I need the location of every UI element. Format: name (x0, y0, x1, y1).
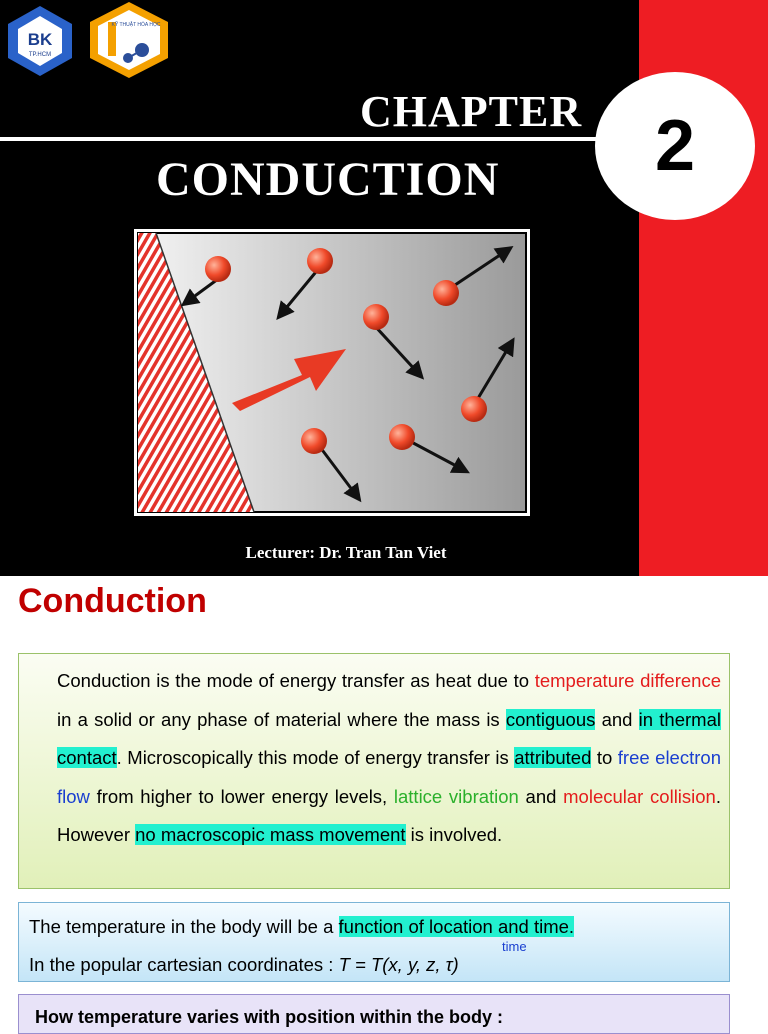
definition-paragraph (57, 662, 721, 855)
bk-logo-subtext: TP.HCM (28, 52, 52, 58)
chemical-engineering-logo-icon (84, 0, 174, 80)
variation-heading: How temperature varies with position within the body : (35, 1007, 504, 1027)
highlight-contiguous: contiguous (505, 708, 596, 730)
text-run: . Microscopically this mode of energy transfer is (116, 747, 515, 768)
text-run: In the popular cartesian coordinates : (29, 954, 339, 975)
temperature-equation: T = T(x, y, z, τ) (338, 954, 459, 975)
chapter-number: 2 (654, 106, 696, 186)
text-run: The temperature in the body will be a (29, 916, 339, 937)
text-run: from higher to lower energy levels, (89, 785, 394, 807)
chem-logo-text: KỸ THUẬT HÓA HỌC (111, 22, 161, 28)
text-run: to (591, 747, 618, 768)
function-line (29, 916, 574, 938)
text-temperature-difference: temperature difference (534, 670, 721, 691)
text-molecular-collision: molecular collision (563, 785, 716, 807)
highlight-thermal-contact: in thermal contact (57, 708, 721, 768)
chapter-number-badge (595, 72, 755, 220)
text-run: Conduction is the mode of energy transfer as heat due to (57, 670, 535, 691)
slide-title: CONDUCTION (156, 153, 500, 206)
definition-box (18, 653, 730, 889)
text-run: is involved. (405, 824, 503, 845)
text-lattice-vibration: lattice vibration (393, 785, 519, 807)
text-run: . However (57, 785, 721, 845)
section-title: Conduction (18, 582, 207, 620)
conduction-illustration (134, 229, 530, 516)
cartesian-line (29, 954, 459, 976)
highlight-attributed: attributed (514, 747, 592, 768)
chapter-divider (0, 137, 620, 141)
temperature-function-box (18, 902, 730, 982)
content-slide (0, 576, 768, 1027)
bk-logo-icon (0, 0, 80, 80)
highlight-function-of-location: function of location and time. (338, 916, 575, 937)
chapter-label: CHAPTER (360, 87, 583, 136)
bk-logo-text: BK (27, 30, 53, 49)
highlight-no-mass-movement: no macroscopic mass movement (135, 824, 406, 845)
lecturer-name: Lecturer: Dr. Tran Tan Viet (245, 543, 447, 562)
variation-box (18, 994, 730, 1034)
text-free-electron-flow: free electron flow (57, 747, 721, 807)
text-run: and (518, 785, 564, 807)
text-run: in a solid or any phase of material where the mass is (57, 708, 506, 730)
text-run: and (595, 708, 639, 730)
time-annotation: time (502, 939, 527, 954)
